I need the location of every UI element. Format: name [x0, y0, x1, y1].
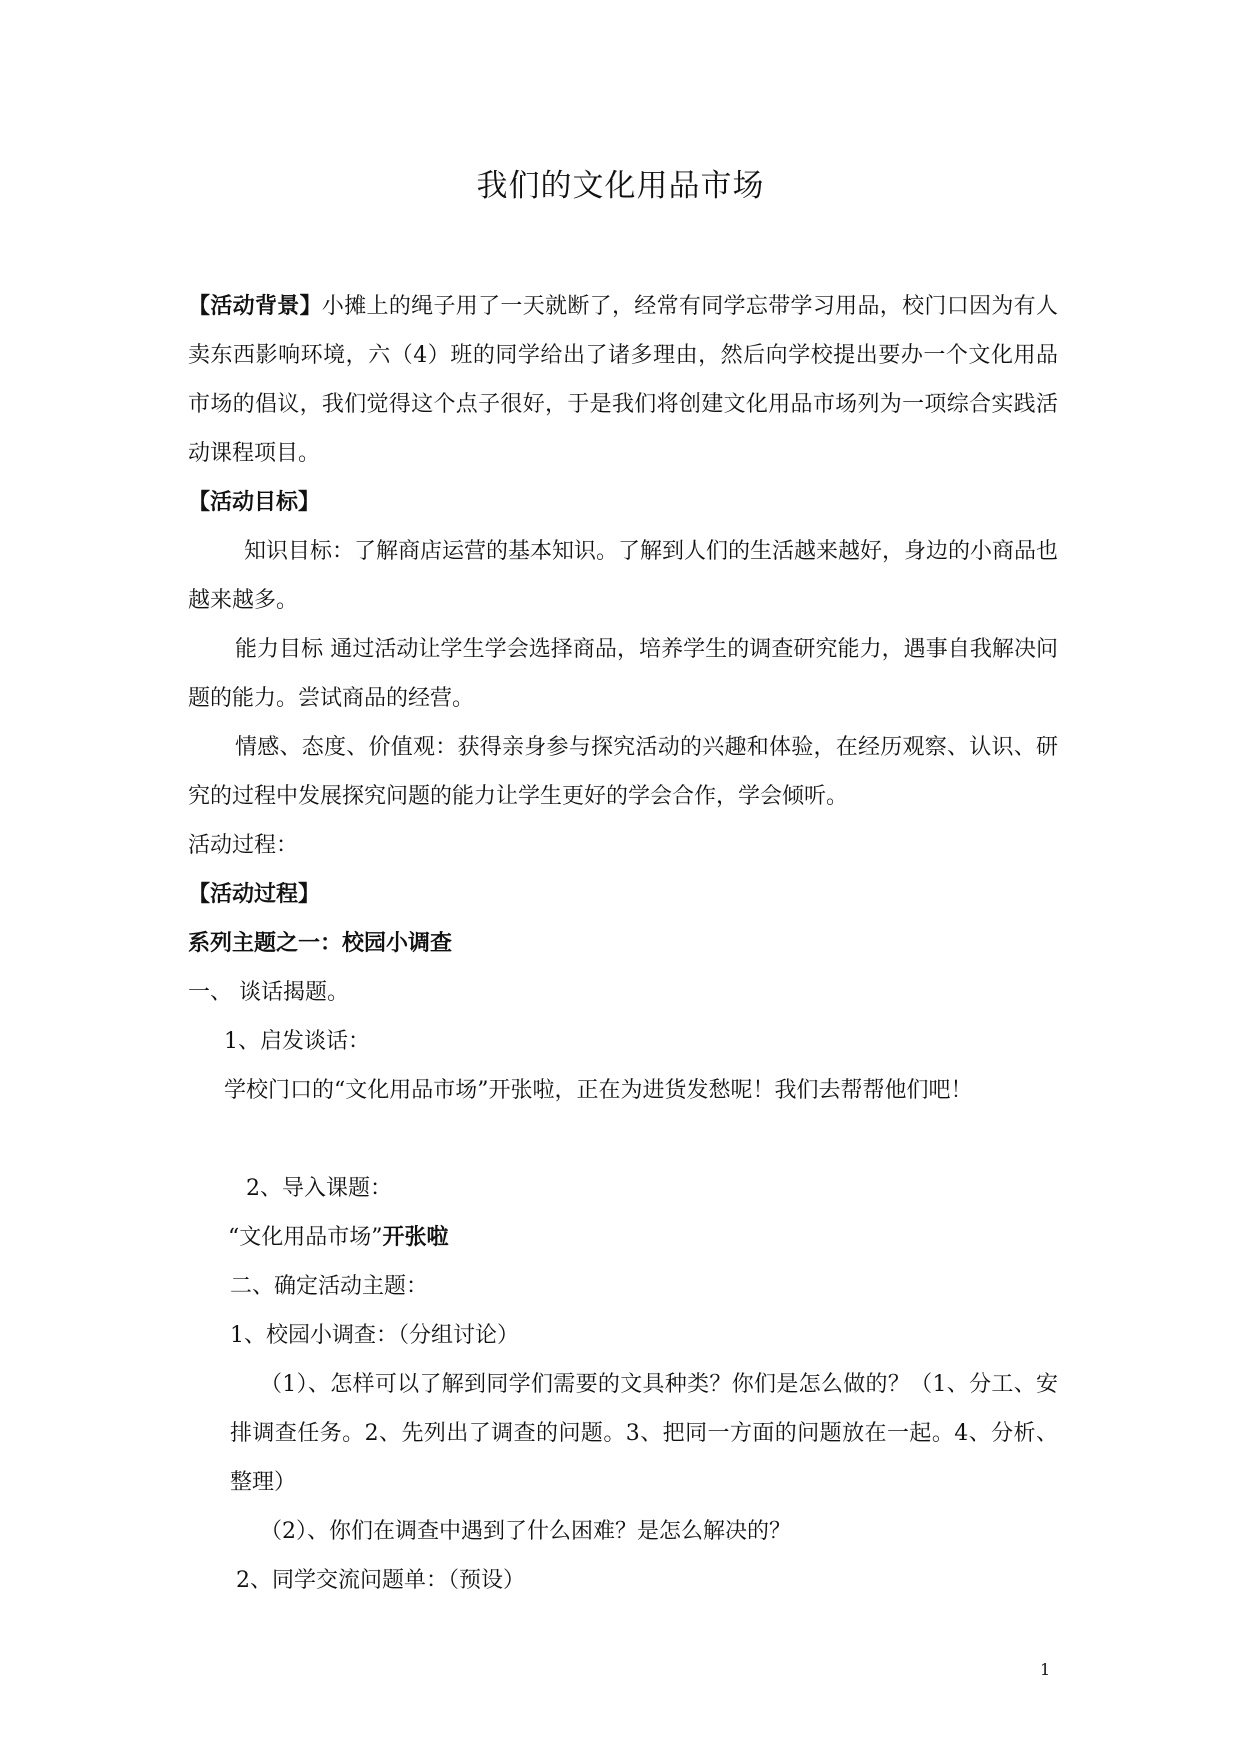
page-number: 1 [1040, 1660, 1051, 1679]
step-two-question-2: （2）、你们在调查中遇到了什么困难？是怎么解决的？ [260, 1519, 791, 1544]
goal-emotion: 情感、态度、价值观：获得亲身参与探究活动的兴趣和体验，在经历观察、认识、研究的过程中发展探究问题的能力让学生更好的学会合作，学会倾听。 [188, 735, 1058, 809]
step-two-question-1: （1）、怎样可以了解到同学们需要的文具种类？你们是怎么做的？（1、分工、安排调查任务。2、先列出了调查的问题。3、把同一方面的问题放在一起。4、分析、整理） [230, 1372, 1058, 1495]
process-heading: 【活动过程】 [188, 882, 321, 907]
goal-knowledge: 知识目标：了解商店运营的基本知识。了解到人们的生活越来越好，身边的小商品也越来越多。 [188, 539, 1059, 613]
step-two-1: 1、校园小调查：（分组讨论） [230, 1323, 519, 1348]
background-heading: 【活动背景】 [188, 294, 322, 319]
step-two: 二、确定活动主题： [230, 1274, 429, 1299]
step-two-2: 2、同学交流问题单：（预设） [236, 1568, 525, 1593]
series-one-heading: 系列主题之一：校园小调查 [188, 931, 453, 956]
step-one-1: 1、启发谈话： [224, 1029, 370, 1054]
goal-ability: 能力目标 通过活动让学生学会选择商品，培养学生的调查研究能力，遇事自我解决问题的能力。尝试商品的经营。 [188, 637, 1058, 711]
background-paragraph [188, 282, 1058, 478]
document-title: 我们的文化用品市场 [476, 168, 765, 204]
step-one-1-text: 学校门口的“文化用品市场”开张啦，正在为进货发愁呢！我们去帮帮他们吧！ [224, 1078, 973, 1103]
step-one-2-title [228, 1213, 1058, 1262]
goals-heading: 【活动目标】 [188, 490, 321, 515]
step-one: 一、 谈话揭题。 [188, 980, 349, 1005]
background-text: 小摊上的绳子用了一天就断了，经常有同学忘带学习用品，校门口因为有人卖东西影响环境，六（4）班的同学给出了诸多理由，然后向学校提出要办一个文化用品市场的倡议，我们觉得这个点子很好，于是我们将创建文化用品市场列为一项综合实践活动课程项目。 [188, 294, 1058, 466]
step-one-2-quote: “文化用品市场” [228, 1225, 383, 1250]
process-label: 活动过程： [188, 833, 299, 858]
step-one-2-bold: 开张啦 [382, 1225, 449, 1250]
step-one-2: 2、导入课题： [246, 1176, 392, 1201]
